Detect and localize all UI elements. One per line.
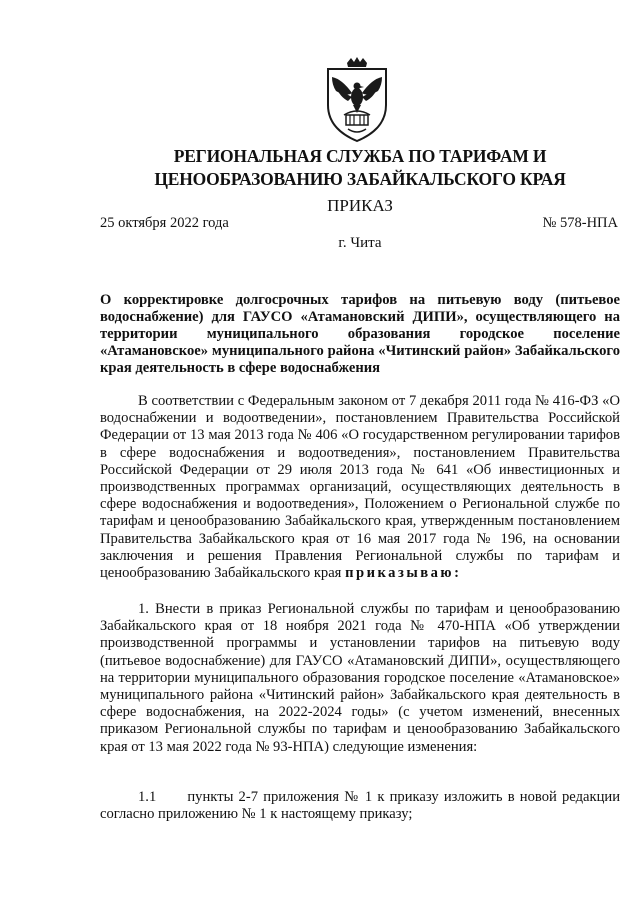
org-line-2: ЦЕНООБРАЗОВАНИЮ ЗАБАЙКАЛЬСКОГО КРАЯ [154,169,566,189]
document-date: 25 октября 2022 года [100,215,229,231]
organization-name [100,145,620,191]
order-word: приказываю: [345,565,462,582]
document-number: № 578-НПА [542,215,618,231]
document-title: О корректировке долгосрочных тарифов на питьевую воду (питьевое водоснабжение) для ГАУСО «Атамановский ДИПИ», осуществляющего на территории муниципального образования городское поселение «Атамановское» муниципального района «Читинский район» Забайкальского края деятельность в сфере водоснабжения [100,292,620,376]
item-1-paragraph: 1. Внести в приказ Региональной службы по тарифам и ценообразованию Забайкальского края от 18 ноября 2021 года № 470-НПА «Об утверждении производственной программы и установлении тарифов на питьевую воду (питьевое водоснабжение) для ГАУСО «Атамановский ДИПИ», осуществляющего на территории муниципального образования городское поселение «Атамановское» муниципального района «Читинский район» Забайкальского края деятельность в сфере водоснабжения, на 2022-2024 годы» (с учетом изменений, внесенных приказом Региональной службы по тарифам и ценообразованию Забайкальского края от 13 мая 2022 года № 93-НПА) следующие изменения: [100,601,620,755]
preamble-text: В соответствии с Федеральным законом от 7 декабря 2011 года № 416-ФЗ «О водоснабжении и водоотведении», постановлением Правительства Российской Федерации от 13 мая 2013 года № 406 «О государственном регулировании тарифов в сфере водоснабжения и водоотведения», постановлением Правительства Российской Федерации от 29 июля 2013 года № 641 «Об инвестиционных и производственных программах организаций, осуществляющих деятельность в сфере водоснабжения и водоотведения», Положением о Региональной службе по тарифам и ценообразованию Забайкальского края, утвержденным постановлением Правительства Забайкальского края от 16 мая 2017 года № 196, на основании заключения и решения Правления Региональной службы по тарифам и ценообразованию Забайкальского края [100,393,620,582]
item-1-1-number: 1.1 [138,789,157,805]
item-1-1-text: пункты 2-7 приложения № 1 к приказу изложить в новой редакции согласно приложению № 1 к настоящему приказу; [100,789,621,823]
item-1-1-paragraph [100,789,620,823]
document-city: г. Чита [338,235,382,251]
document-type: ПРИКАЗ [327,196,393,215]
preamble-paragraph [100,393,620,582]
coat-of-arms-icon [322,57,392,143]
org-line-1: РЕГИОНАЛЬНАЯ СЛУЖБА ПО ТАРИФАМ И [173,146,547,166]
